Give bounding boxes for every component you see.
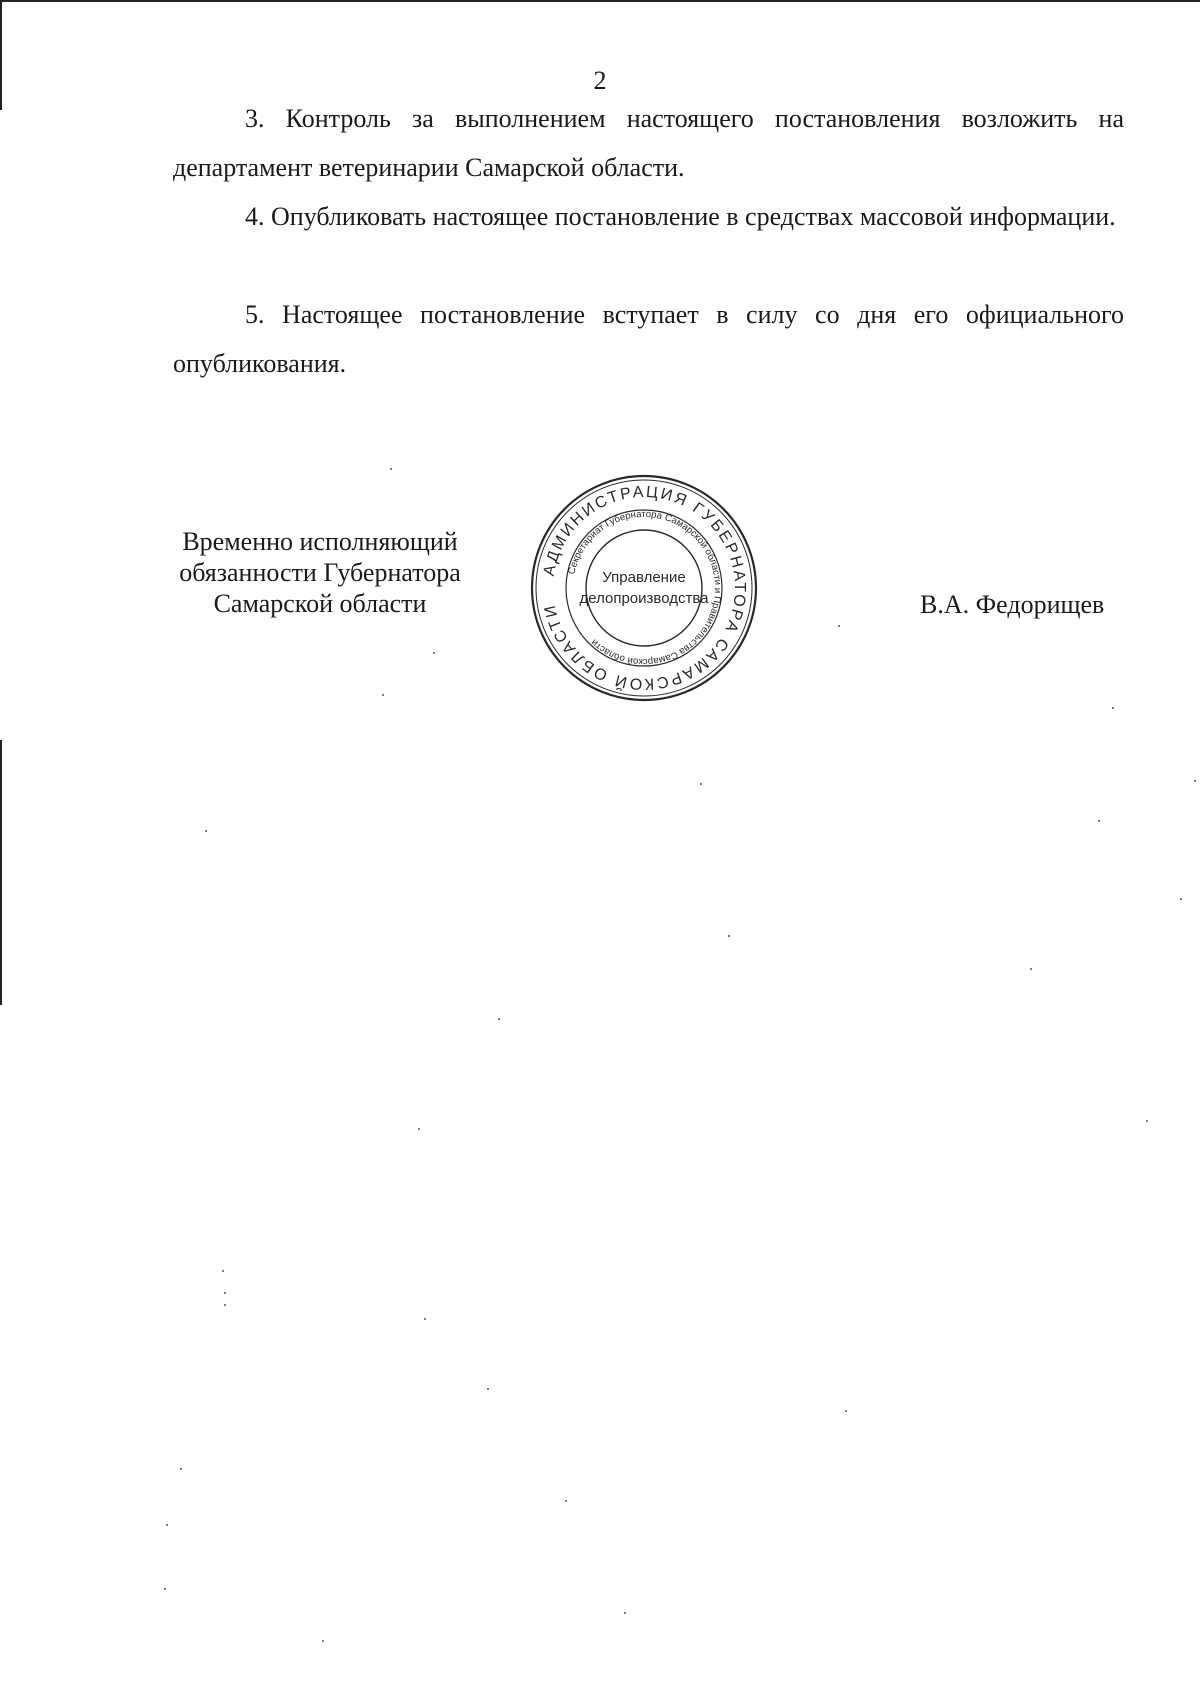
scan-left-edge — [0, 740, 2, 1005]
scan-speck — [224, 1292, 226, 1294]
scan-speck — [1146, 1120, 1148, 1122]
signer-name: В.А. Федорищев — [920, 590, 1105, 619]
scan-speck — [1194, 780, 1196, 782]
scan-speck — [1098, 820, 1100, 822]
seal-center-text: делопроизводства — [579, 590, 709, 607]
paragraph-publish: 4. Опубликовать настоящее постановление в средствах массовой информации. — [245, 202, 1116, 231]
scan-speck — [222, 1270, 224, 1272]
scan-speck — [180, 1468, 182, 1470]
scan-speck — [700, 783, 702, 785]
scan-speck — [1112, 707, 1114, 709]
scan-speck — [838, 625, 840, 627]
scan-speck — [390, 468, 392, 470]
top-border-line — [0, 0, 1200, 2]
scan-speck — [1030, 968, 1032, 970]
scan-speck — [1180, 898, 1182, 900]
scan-speck — [164, 1588, 166, 1590]
scan-speck — [382, 694, 384, 696]
page-number: 2 — [593, 66, 607, 95]
scan-speck — [418, 1128, 420, 1130]
scan-speck — [424, 1318, 426, 1320]
seal-inner-ring — [586, 530, 702, 646]
scan-speck — [728, 935, 730, 937]
signer-position — [155, 526, 485, 619]
signer-position-line: обязанности Губернатора — [179, 558, 461, 587]
paragraph-effective-date: 5. Настоящее постановление вступает в силу со дня его официального опубликования. — [173, 300, 1124, 378]
seal-outer-text: АДМИНИСТРАЦИЯ ГУБЕРНАТОРА САМАРСКОЙ ОБЛАСТИ — [540, 483, 749, 693]
scan-speck — [498, 1018, 500, 1020]
seal-inner-text: Секретариат Губернатора Самарской области и Правительства Самарской области — [566, 508, 724, 668]
signer-position-line: Самарской области — [213, 589, 427, 618]
signer-position-line: Временно исполняющий — [182, 527, 458, 556]
official-seal — [528, 472, 760, 704]
scan-speck — [433, 652, 435, 654]
scan-speck — [565, 1500, 567, 1502]
scan-speck — [487, 1388, 489, 1390]
scan-speck — [845, 1410, 847, 1412]
paragraph-control: 3. Контроль за выполнением настоящего постановления возложить на департамент ветеринарии Самарской области. — [173, 104, 1124, 182]
scan-speck — [205, 830, 207, 832]
scan-speck — [166, 1524, 168, 1526]
scan-speck — [322, 1640, 324, 1642]
scan-speck — [624, 1612, 626, 1614]
seal-center-text: Управление — [602, 569, 686, 586]
scan-speck — [224, 1304, 226, 1306]
